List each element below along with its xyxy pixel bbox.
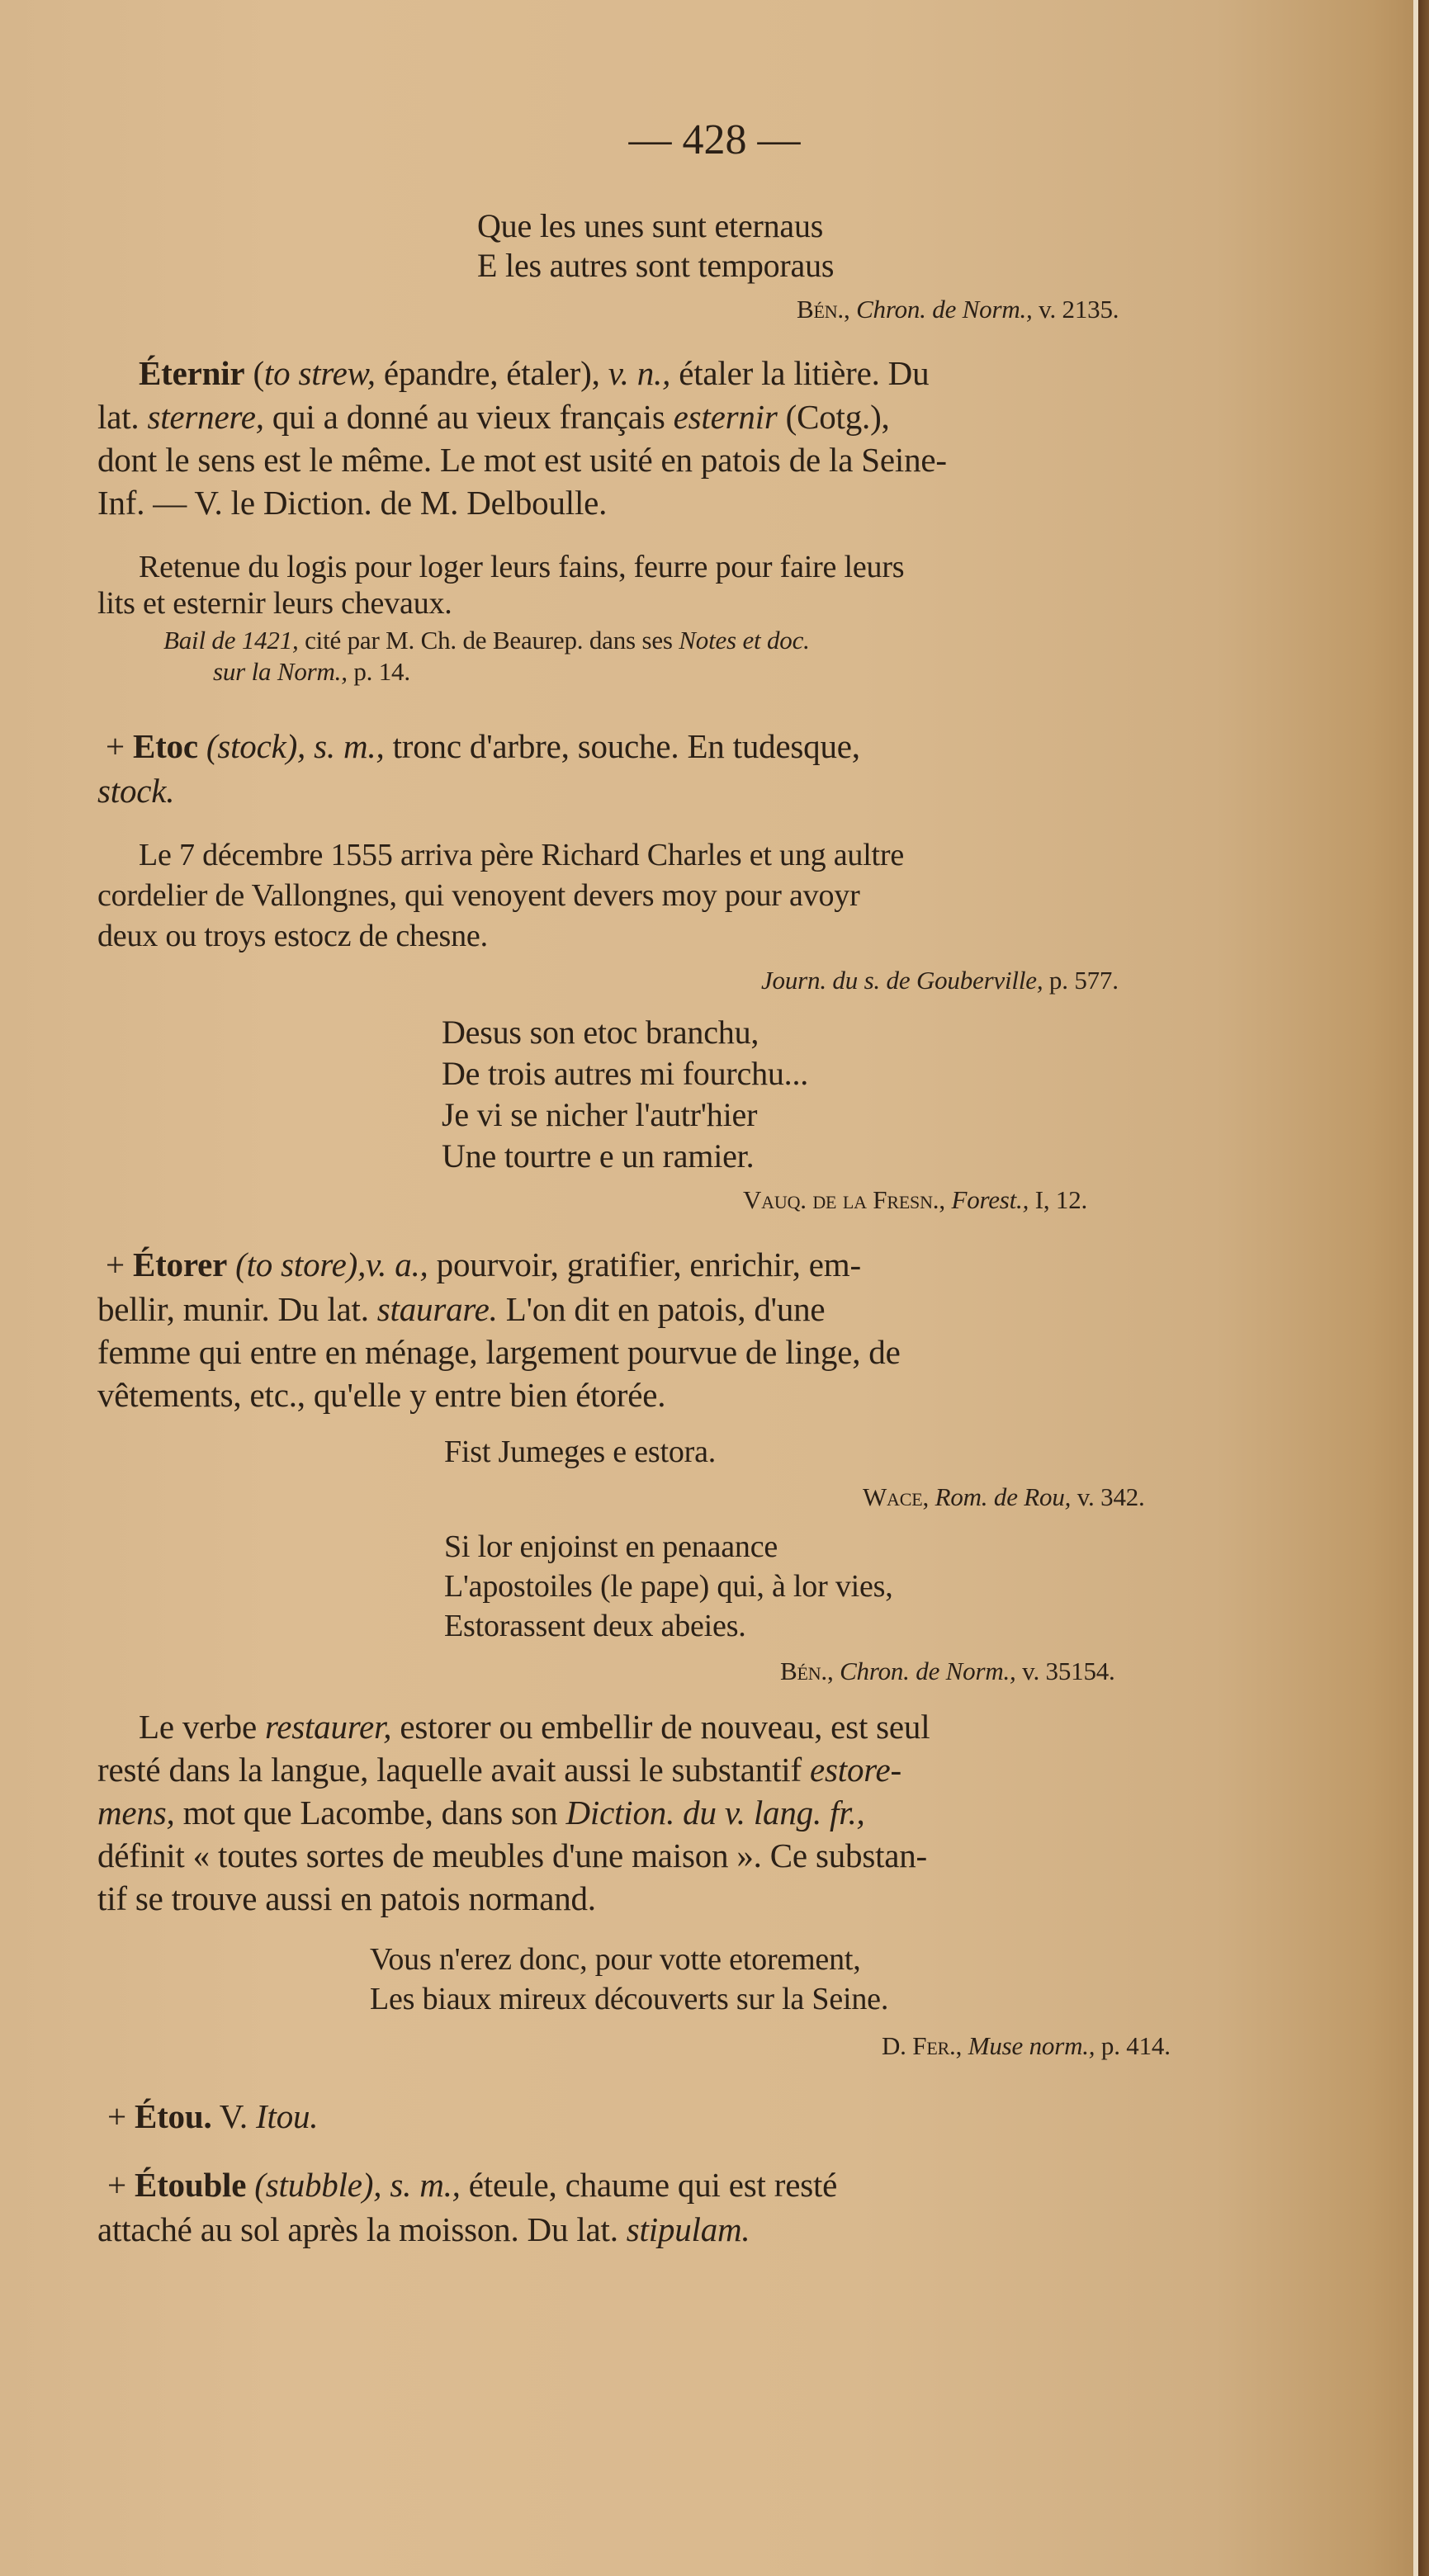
body-line: stock. <box>97 772 175 810</box>
quote-line: cordelier de Vallongnes, qui venoyent devers moy pour avoyr <box>97 878 860 913</box>
verse-line: Estorassent deux abeies. <box>444 1609 746 1643</box>
body-line: Inf. — V. le Diction. de M. Delboulle. <box>97 484 608 522</box>
citation: Bén., Chron. de Norm., v. 35154. <box>780 1657 1115 1685</box>
body-line: bellir, munir. Du lat. staurare. L'on dit en patois, d'une <box>97 1290 826 1328</box>
citation: Bén., Chron. de Norm., v. 2135. <box>797 295 1119 324</box>
headword: Étorer <box>132 1245 228 1283</box>
headword: Éternir <box>139 354 245 392</box>
body-line: dont le sens est le même. Le mot est usité en patois de la Seine- <box>97 441 947 479</box>
verse-line: Fist Jumeges e estora. <box>444 1435 717 1469</box>
body-line: femme qui entre en ménage, largement pourvue de linge, de <box>97 1333 901 1371</box>
entry-etoc: + Etoc (stock), s. m., tronc d'arbre, souche. En tudesque, <box>106 727 860 765</box>
verse-line: Si lor enjoinst en penaance <box>444 1529 778 1564</box>
cross-marker-icon: + <box>106 727 125 765</box>
headword: Etoc <box>132 727 198 765</box>
verse-line: Que les unes sunt eternaus <box>477 207 824 244</box>
body-line: resté dans la langue, laquelle avait aussi le substantif estore- <box>97 1751 901 1789</box>
verse-line: E les autres sont temporaus <box>477 247 835 284</box>
quote-line: lits et esternir leurs chevaux. <box>97 586 452 621</box>
verse-line: Desus son etoc branchu, <box>442 1014 759 1051</box>
verse-line: L'apostoiles (le pape) qui, à lor vies, <box>444 1569 893 1604</box>
body-line: tif se trouve aussi en patois normand. <box>97 1879 596 1917</box>
body-line: attaché au sol après la moisson. Du lat. stipulam. <box>97 2210 750 2248</box>
quote-line: Retenue du logis pour loger leurs fains, feurre pour faire leurs <box>139 550 905 584</box>
cross-marker-icon: + <box>107 2097 126 2135</box>
citation: Wace, Rom. de Rou, v. 342. <box>863 1482 1145 1511</box>
verse-line: De trois autres mi fourchu... <box>442 1055 809 1092</box>
body-line: définit « toutes sortes de meubles d'une maison ». Ce substan- <box>97 1836 928 1874</box>
entry-etorer: + Étorer (to store),v. a., pourvoir, gratifier, enrichir, em- <box>106 1245 861 1283</box>
citation: Journ. du s. de Gouberville, p. 577. <box>761 966 1119 995</box>
body-line: Le verbe restaurer, estorer ou embellir de nouveau, est seul <box>139 1708 930 1746</box>
verse-line: Je vi se nicher l'autr'hier <box>442 1096 758 1133</box>
quote-line: deux ou troys estocz de chesne. <box>97 919 488 953</box>
headword: Étou. <box>134 2097 212 2135</box>
verse-line: Une tourtre e un ramier. <box>442 1137 755 1175</box>
verse-line: Les biaux mireux découverts sur la Seine. <box>370 1982 889 2016</box>
entry-eternir: Éternir (to strew, épandre, étaler), v. n., étaler la litière. Du <box>139 354 930 392</box>
cross-marker-icon: + <box>106 1245 125 1283</box>
verse-line: Vous n'erez donc, pour votte etorement, <box>370 1942 861 1977</box>
body-line: lat. sternere, qui a donné au vieux français esternir (Cotg.), <box>97 398 890 436</box>
body-line: vêtements, etc., qu'elle y entre bien étorée. <box>97 1376 666 1414</box>
cross-marker-icon: + <box>107 2166 126 2204</box>
body-line: mens, mot que Lacombe, dans son Diction. du v. lang. fr., <box>97 1794 865 1832</box>
quote-line: Le 7 décembre 1555 arriva père Richard Charles et ung aultre <box>139 838 905 872</box>
entry-etou: + Étou. V. Itou. <box>107 2097 319 2135</box>
binding-strip <box>1418 0 1429 2576</box>
citation: D. Fer., Muse norm., p. 414. <box>882 2031 1171 2060</box>
page-number: — 428 — <box>628 116 801 163</box>
citation: sur la Norm., p. 14. <box>213 657 410 686</box>
headword: Étouble <box>134 2166 247 2204</box>
citation: Bail de 1421, cité par M. Ch. de Beaurep. dans ses Notes et doc. <box>163 626 810 655</box>
citation: Vauq. de la Fresn., Forest., I, 12. <box>743 1185 1088 1214</box>
entry-etouble: + Étouble (stubble), s. m., éteule, chaume qui est resté <box>107 2166 838 2204</box>
